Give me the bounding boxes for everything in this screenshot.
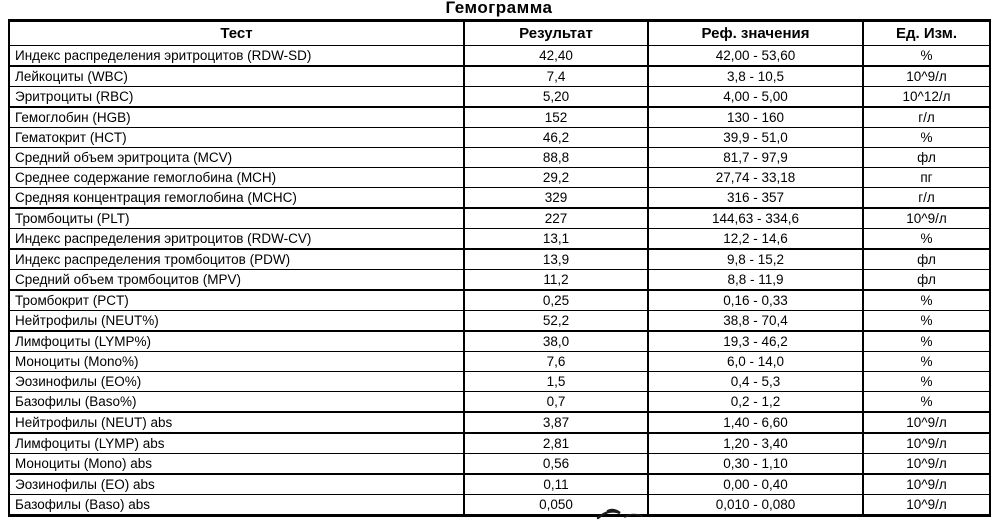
reference-range-cell: 316 - 357: [648, 188, 863, 209]
unit-cell: %: [863, 311, 990, 332]
table-row: [9, 270, 990, 291]
report-title-text: Гемограмма: [445, 0, 553, 17]
reference-range-cell: 42,00 - 53,60: [648, 46, 863, 67]
table-row: [9, 392, 990, 413]
table-row: [9, 229, 990, 250]
reference-range-cell: 39,9 - 51,0: [648, 128, 863, 148]
unit-cell: %: [863, 372, 990, 392]
test-name-cell: Индекс распределения эритроцитов (RDW-CV): [9, 229, 464, 250]
result-cell: 3,87: [464, 412, 648, 433]
test-name-cell: Средний объем тромбоцитов (MPV): [9, 270, 464, 291]
test-name-cell: Лимфоциты (LYMP%): [9, 331, 464, 352]
column-header-unit: Ед. Изм.: [863, 21, 990, 46]
result-cell: 329: [464, 188, 648, 209]
column-header-test: Тест: [9, 21, 464, 46]
table-row: [9, 188, 990, 209]
reference-range-cell: 6,0 - 14,0: [648, 352, 863, 372]
table-row: [9, 331, 990, 352]
reference-range-cell: 144,63 - 334,6: [648, 208, 863, 229]
reference-range-cell: 12,2 - 14,6: [648, 229, 863, 250]
test-name-cell: Лейкоциты (WBC): [9, 66, 464, 87]
test-name-cell: Тромбоциты (PLT): [9, 208, 464, 229]
reference-range-cell: 38,8 - 70,4: [648, 311, 863, 332]
result-cell: 7,6: [464, 352, 648, 372]
clipped-content-artifact: [592, 506, 647, 516]
result-cell: 0,050: [464, 495, 648, 516]
unit-cell: %: [863, 128, 990, 148]
reference-range-cell: 9,8 - 15,2: [648, 249, 863, 270]
reference-range-cell: 0,16 - 0,33: [648, 290, 863, 311]
test-name-cell: Эозинофилы (EO) abs: [9, 474, 464, 495]
table-row: [9, 433, 990, 454]
test-name-cell: Базофилы (Baso) abs: [9, 495, 464, 516]
test-name-cell: Среднее содержание гемоглобина (MCH): [9, 168, 464, 188]
test-name-cell: Индекс распределения тромбоцитов (PDW): [9, 249, 464, 270]
unit-cell: %: [863, 46, 990, 67]
test-name-cell: Моноциты (Mono%): [9, 352, 464, 372]
table-row: [9, 290, 990, 311]
reference-range-cell: 0,00 - 0,40: [648, 474, 863, 495]
unit-cell: %: [863, 352, 990, 372]
result-cell: 29,2: [464, 168, 648, 188]
table-row: [9, 352, 990, 372]
table-row: [9, 46, 990, 67]
result-cell: 0,11: [464, 474, 648, 495]
reference-range-cell: 19,3 - 46,2: [648, 331, 863, 352]
reference-range-cell: 130 - 160: [648, 107, 863, 128]
unit-cell: %: [863, 331, 990, 352]
result-cell: 46,2: [464, 128, 648, 148]
result-cell: 227: [464, 208, 648, 229]
test-name-cell: Лимфоциты (LYMP) abs: [9, 433, 464, 454]
unit-cell: пг: [863, 168, 990, 188]
table-row: [9, 87, 990, 108]
test-name-cell: Средняя концентрация гемоглобина (MCHC): [9, 188, 464, 209]
result-cell: 11,2: [464, 270, 648, 291]
result-cell: 2,81: [464, 433, 648, 454]
table-row: [9, 495, 990, 516]
unit-cell: фл: [863, 270, 990, 291]
table-header-row: [9, 21, 990, 46]
table-row: [9, 208, 990, 229]
reference-range-cell: 1,20 - 3,40: [648, 433, 863, 454]
table-row: [9, 372, 990, 392]
table-row: [9, 168, 990, 188]
reference-range-cell: 8,8 - 11,9: [648, 270, 863, 291]
unit-cell: г/л: [863, 188, 990, 209]
table-row: [9, 474, 990, 495]
table-row: [9, 412, 990, 433]
unit-cell: фл: [863, 249, 990, 270]
result-cell: 13,1: [464, 229, 648, 250]
table-row: [9, 311, 990, 332]
test-name-cell: Нейтрофилы (NEUT) abs: [9, 412, 464, 433]
table-row: [9, 454, 990, 475]
test-name-cell: Гемоглобин (HGB): [9, 107, 464, 128]
column-header-result: Результат: [464, 21, 648, 46]
test-name-cell: Средний объем эритроцита (MCV): [9, 148, 464, 168]
reference-range-cell: 0,2 - 1,2: [648, 392, 863, 413]
reference-range-cell: 0,010 - 0,080: [648, 495, 863, 516]
reference-range-cell: 0,4 - 5,3: [648, 372, 863, 392]
test-name-cell: Индекс распределения эритроцитов (RDW-SD): [9, 46, 464, 67]
unit-cell: 10^9/л: [863, 66, 990, 87]
reference-range-cell: 3,8 - 10,5: [648, 66, 863, 87]
unit-cell: 10^9/л: [863, 208, 990, 229]
result-cell: 5,20: [464, 87, 648, 108]
reference-range-cell: 1,40 - 6,60: [648, 412, 863, 433]
unit-cell: %: [863, 392, 990, 413]
unit-cell: %: [863, 290, 990, 311]
table-row: [9, 249, 990, 270]
test-name-cell: Тромбокрит (PCT): [9, 290, 464, 311]
test-name-cell: Нейтрофилы (NEUT%): [9, 311, 464, 332]
report-title: [0, 0, 998, 17]
test-name-cell: Эритроциты (RBC): [9, 87, 464, 108]
table-row: [9, 66, 990, 87]
result-cell: 52,2: [464, 311, 648, 332]
result-cell: 1,5: [464, 372, 648, 392]
table-row: [9, 148, 990, 168]
reference-range-cell: 27,74 - 33,18: [648, 168, 863, 188]
result-cell: 13,9: [464, 249, 648, 270]
test-name-cell: Гематокрит (HCT): [9, 128, 464, 148]
ink-mark-icon: [592, 509, 647, 519]
result-cell: 88,8: [464, 148, 648, 168]
unit-cell: 10^9/л: [863, 433, 990, 454]
unit-cell: г/л: [863, 107, 990, 128]
hemogram-table: [8, 19, 991, 517]
result-cell: 0,25: [464, 290, 648, 311]
test-name-cell: Эозинофилы (EO%): [9, 372, 464, 392]
unit-cell: 10^9/л: [863, 412, 990, 433]
table-row: [9, 128, 990, 148]
unit-cell: %: [863, 229, 990, 250]
reference-range-cell: 81,7 - 97,9: [648, 148, 863, 168]
reference-range-cell: 4,00 - 5,00: [648, 87, 863, 108]
test-name-cell: Базофилы (Baso%): [9, 392, 464, 413]
unit-cell: 10^9/л: [863, 495, 990, 516]
unit-cell: 10^9/л: [863, 474, 990, 495]
unit-cell: 10^12/л: [863, 87, 990, 108]
reference-range-cell: 0,30 - 1,10: [648, 454, 863, 475]
result-cell: 42,40: [464, 46, 648, 67]
unit-cell: 10^9/л: [863, 454, 990, 475]
test-name-cell: Моноциты (Mono) abs: [9, 454, 464, 475]
result-cell: 152: [464, 107, 648, 128]
result-cell: 38,0: [464, 331, 648, 352]
result-cell: 0,56: [464, 454, 648, 475]
unit-cell: фл: [863, 148, 990, 168]
result-cell: 0,7: [464, 392, 648, 413]
column-header-ref: Реф. значения: [648, 21, 863, 46]
result-cell: 7,4: [464, 66, 648, 87]
table-row: [9, 107, 990, 128]
